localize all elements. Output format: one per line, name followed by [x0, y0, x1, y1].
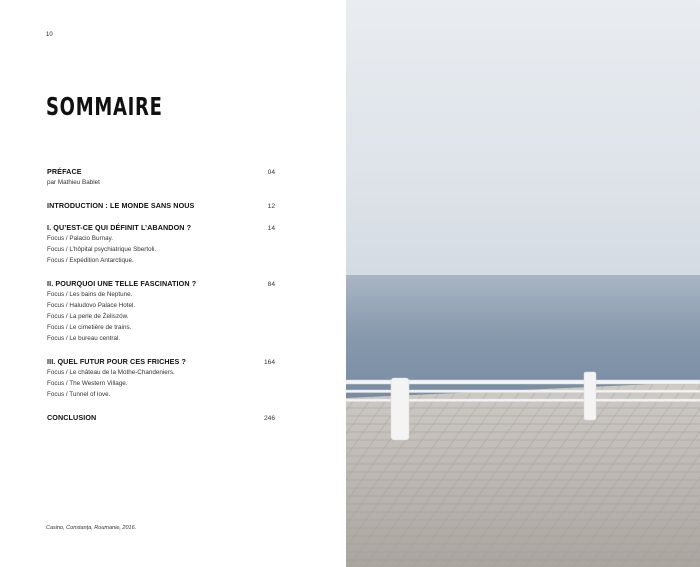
left-page: [0, 0, 346, 567]
toc-subitem: Focus / Expédition Antarctique.: [47, 257, 134, 264]
toc-page-number: 14: [267, 225, 275, 232]
toc-section-1: [47, 223, 275, 266]
toc-subitem: Focus / Le bureau central.: [47, 335, 121, 342]
toc-heading: I. QU’EST-CE QUI DÉFINIT L’ABANDON ?: [47, 223, 192, 232]
toc-heading: PRÉFACE: [47, 167, 82, 176]
toc-subitem: Focus / Les bains de Neptune.: [47, 291, 133, 298]
toc-page-number: 84: [267, 281, 275, 288]
toc-heading-row[interactable]: [47, 167, 275, 176]
toc-subitem: Focus / La perle de Żeliszów.: [47, 313, 129, 320]
toc-heading-row[interactable]: [47, 201, 275, 210]
page-number: 10: [46, 32, 53, 38]
toc-page-number: 04: [267, 169, 275, 176]
seaside-photo: [346, 0, 700, 567]
toc-heading-row[interactable]: [47, 279, 275, 288]
toc-subitem: Focus / Le cimetière de trains.: [47, 324, 132, 331]
photo-caption: Casino, Constanța, Roumanie, 2016.: [46, 525, 137, 531]
toc-section-preface: [47, 167, 275, 188]
toc-heading: II. POURQUOI UNE TELLE FASCINATION ?: [47, 279, 197, 288]
toc-section-introduction: [47, 201, 275, 210]
toc-heading-row[interactable]: [47, 413, 275, 422]
toc-page-number: 164: [263, 359, 275, 366]
toc-page-number: 12: [267, 203, 275, 210]
seaside-photo-illustration: [346, 0, 700, 567]
sky: [346, 0, 700, 275]
toc-subitem: Focus / Palacio Burnay.: [47, 235, 114, 242]
toc-heading: CONCLUSION: [47, 413, 97, 422]
toc-subitem: Focus / L’hôpital psychiatrique Sbertoli.: [47, 246, 157, 253]
toc-section-2: [47, 279, 275, 344]
toc-subitem: Focus / Le château de la Mothe-Chandeniers.: [47, 369, 175, 376]
toc-heading-row[interactable]: [47, 223, 275, 232]
toc-heading-row[interactable]: [47, 357, 275, 366]
toc-subitem: par Mathieu Bablet: [47, 179, 100, 186]
toc-heading: III. QUEL FUTUR POUR CES FRICHES ?: [47, 357, 187, 366]
toc-heading: INTRODUCTION : LE MONDE SANS NOUS: [47, 201, 195, 210]
toc-section-3: [47, 357, 275, 400]
table-of-contents: [47, 167, 275, 435]
page-title: SOMMAIRE: [46, 92, 163, 121]
toc-subitem: Focus / The Western Village.: [47, 380, 128, 387]
toc-section-conclusion: [47, 413, 275, 422]
toc-subitem: Focus / Tunnel of love.: [47, 391, 111, 398]
toc-subitem: Focus / Haludovo Palace Hotel.: [47, 302, 136, 309]
toc-page-number: 246: [263, 415, 275, 422]
